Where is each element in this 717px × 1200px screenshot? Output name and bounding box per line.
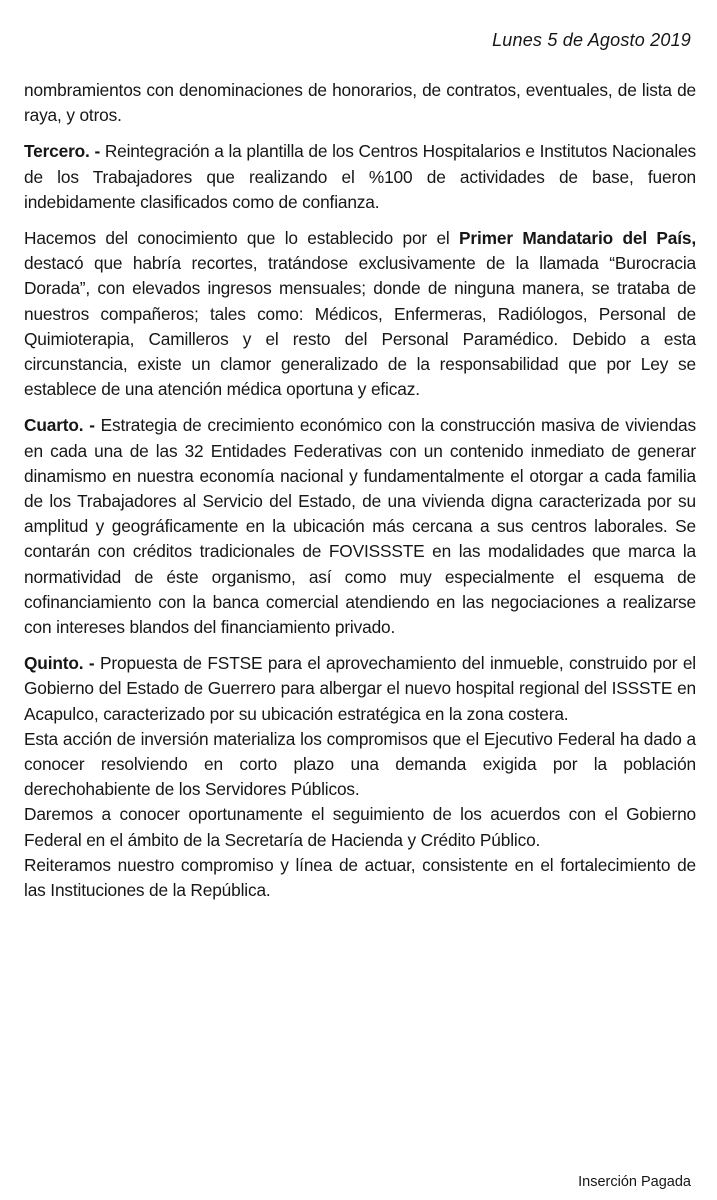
page-date: Lunes 5 de Agosto 2019	[492, 30, 691, 50]
paragraph-cuarto	[24, 413, 696, 640]
paragraph-text-pre: Hacemos del conocimiento que lo establecido por el	[24, 228, 460, 249]
paragraph-text: Estrategia de crecimiento económico con la construcción masiva de viviendas en cada una de las 32 Entidades Federativas con un contenido inmediato de generar dinamismo en nuestra economía nacional y fundamentalmente el otorgar a cada familia de los Trabajadores al Servicio del Estado, de una vivienda digna caracterizada por su amplitud y geográficamente en la ubicación más cercana a sus centros laborales. Se contarán con créditos tradicionales de FOVISSSTE en las modalidades que marca la normatividad de éste organismo, así como muy especialmente el esquema de cofinanciamiento con la banca comercial atendiendo en las negociaciones a realizarse con intereses blandos del financiamiento privado.	[24, 415, 696, 638]
paid-insertion-note: Inserción Pagada	[578, 1174, 691, 1190]
paragraph-bold: Primer Mandatario del País,	[459, 228, 697, 249]
paragraph-conocimiento	[24, 226, 696, 402]
document-body	[24, 78, 696, 903]
paragraph-text: Reintegración a la plantilla de los Centros Hospitalarios e Institutos Nacionales de los Trabajadores que realizando el %100 de actividades de base, fueron indebidamente clasificados como de confianza.	[24, 141, 696, 212]
paragraph-text: Propuesta de FSTSE para el aprovechamiento del inmueble, construido por el Gobierno del Estado de Guerrero para albergar el nuevo hospital regional del ISSSTE en Acapulco, caracterizado por su ubicación estratégica en la zona costera.	[24, 653, 696, 724]
paragraph-seguimiento: Daremos a conocer oportunamente el seguimiento de los acuerdos con el Gobierno Federal en el ámbito de la Secretaría de Hacienda y Crédito Público.	[24, 804, 696, 850]
paragraph-label: Cuarto. -	[24, 415, 95, 436]
paragraph-text-post: destacó que habría recortes, tratándose exclusivamente de la llamada “Burocracia Dorada”, con elevados ingresos mensuales; donde de ninguna manera, se trataba de nuestros compañeros; tales como: Médicos, Enfermeras, Radiólogos, Personal de Quimioterapia, Camilleros y el resto del Personal Paramédico. Debido a esta circunstancia, existe un clamor generalizado de la responsabilidad que por Ley se establece de una atención médica oportuna y eficaz.	[24, 253, 696, 400]
paragraph-inversion: Esta acción de inversión materializa los compromisos que el Ejecutivo Federal ha dado a conocer resolviendo en corto plazo una demanda exigida por la población derechohabiente de los Servidores Públicos.	[24, 728, 696, 800]
paragraph-label: Tercero. -	[24, 141, 101, 162]
paragraph-tercero	[24, 139, 696, 215]
paragraph-quinto	[24, 651, 696, 727]
paragraph-continuation: nombramientos con denominaciones de honorarios, de contratos, eventuales, de lista de raya, y otros.	[24, 80, 696, 126]
paragraph-label: Quinto. -	[24, 653, 95, 674]
paragraph-compromiso: Reiteramos nuestro compromiso y línea de actuar, consistente en el fortalecimiento de las Instituciones de la República.	[24, 854, 696, 901]
